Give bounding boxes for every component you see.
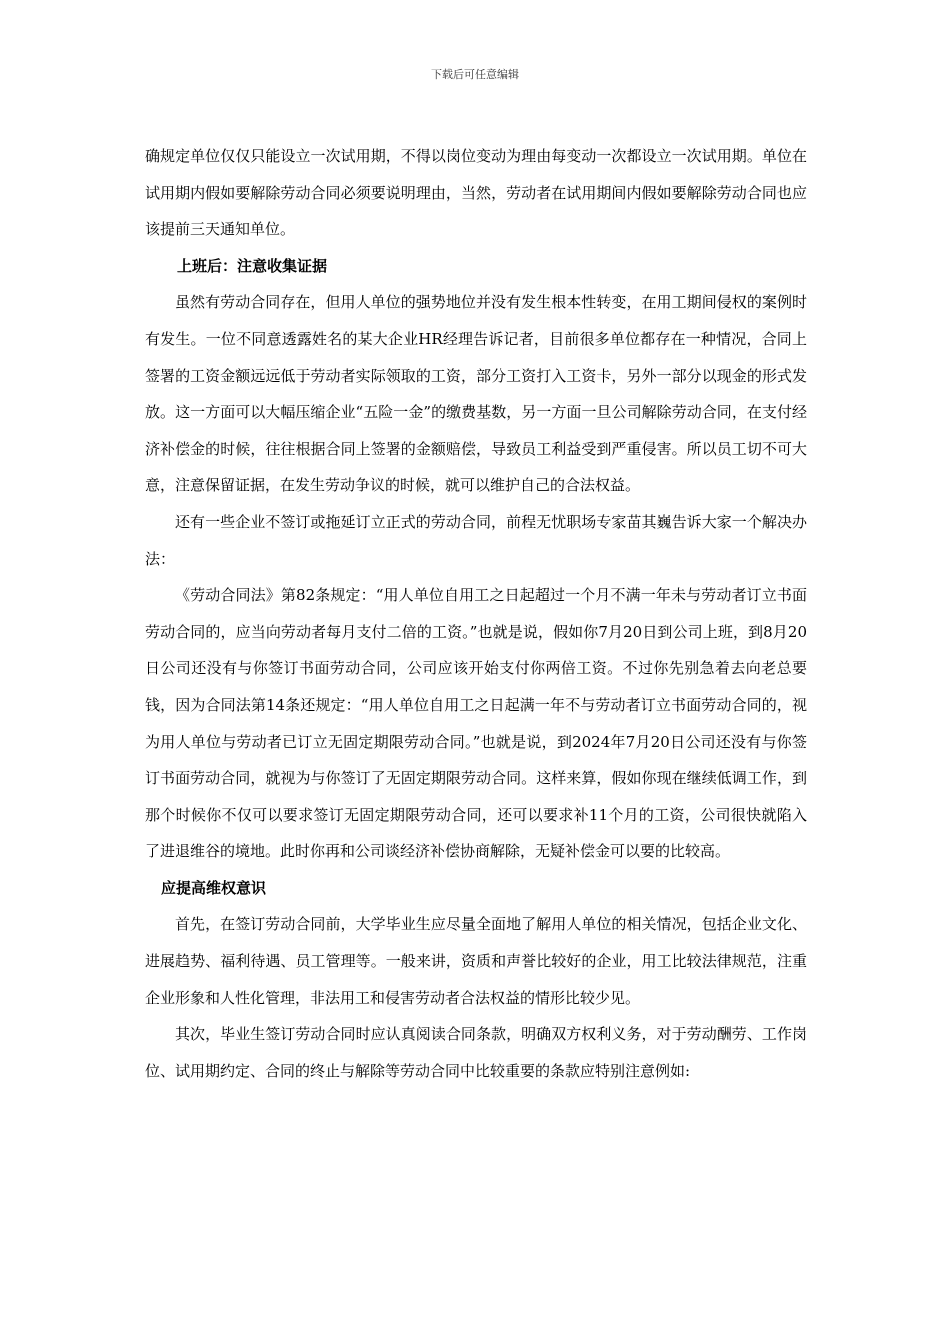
document-body <box>145 138 807 1089</box>
paragraph-evidence: 虽然有劳动合同存在，但用人单位的强势地位并没有发生根本性转变，在用工期间侵权的案例时有发生。一位不同意透露姓名的某大企业HR经理告诉记者，目前很多单位都存在一种情况，合同上签署的工资金额远远低于劳动者实际领取的工资，部分工资打入工资卡，另外一部分以现金的形式发放。这一方面可以大幅压缩企业“五险一金”的缴费基数，另一方面一旦公司解除劳动合同，在支付经济补偿金的时候，往往根据合同上签署的金额赔偿，导致员工利益受到严重侵害。所以员工切不可大意，注意保留证据，在发生劳动争议的时候，就可以维护自己的合法权益。 <box>145 293 807 495</box>
paragraph-solution-intro: 还有一些企业不签订或拖延订立正式的劳动合同，前程无忧职场专家苗其巍告诉大家一个解决办法： <box>145 512 807 568</box>
section-heading-after-work: 上班后：注意收集证据 <box>177 256 328 275</box>
page-header: 下载后可任意编辑 <box>431 68 519 81</box>
paragraph-first: 首先，在签订劳动合同前，大学毕业生应尽量全面地了解用人单位的相关情况，包括企业文化、进展趋势、福利待遇、员工管理等。一般来讲，资质和声誉比较好的企业，用工比较法律规范，注重企业形象和人性化管理，非法用工和侵害劳动者合法权益的情形比较少见。 <box>145 915 807 1007</box>
paragraph-labor-law: 《劳动合同法》第82条规定：“用人单位自用工之日起超过一个月不满一年未与劳动者订立书面劳动合同的，应当向劳动者每月支付二倍的工资。”也就是说，假如你7月20日到公司上班，到8月20日公司还没有与你签订书面劳动合同，公司应该开始支付你两倍工资。不过你先别急着去向老总要钱，因为合同法第14条还规定：“用人单位自用工之日起满一年不与劳动者订立书面劳动合同的，视为用人单位与劳动者已订立无固定期限劳动合同。”也就是说，到2024年7月20日公司还没有与你签订书面劳动合同，就视为与你签订了无固定期限劳动合同。这样来算，假如你现在继续低调工作，到那个时候你不仅可以要求签订无固定期限劳动合同，还可以要求补11个月的工资，公司很快就陷入了进退维谷的境地。此时你再和公司谈经济补偿协商解除，无疑补偿金可以要的比较高。 <box>145 586 807 861</box>
paragraph-second: 其次，毕业生签订劳动合同时应认真阅读合同条款，明确双方权利义务，对于劳动酬劳、工作岗位、试用期约定、合同的终止与解除等劳动合同中比较重要的条款应特别注意例如: <box>145 1025 807 1080</box>
section-heading-rights-awareness: 应提高维权意识 <box>161 878 267 897</box>
paragraph-continued: 确规定单位仅仅只能设立一次试用期，不得以岗位变动为理由每变动一次都设立一次试用期。单位在试用期内假如要解除劳动合同必须要说明理由，当然，劳动者在试用期间内假如要解除劳动合同也应该提前三天通知单位。 <box>145 147 807 239</box>
